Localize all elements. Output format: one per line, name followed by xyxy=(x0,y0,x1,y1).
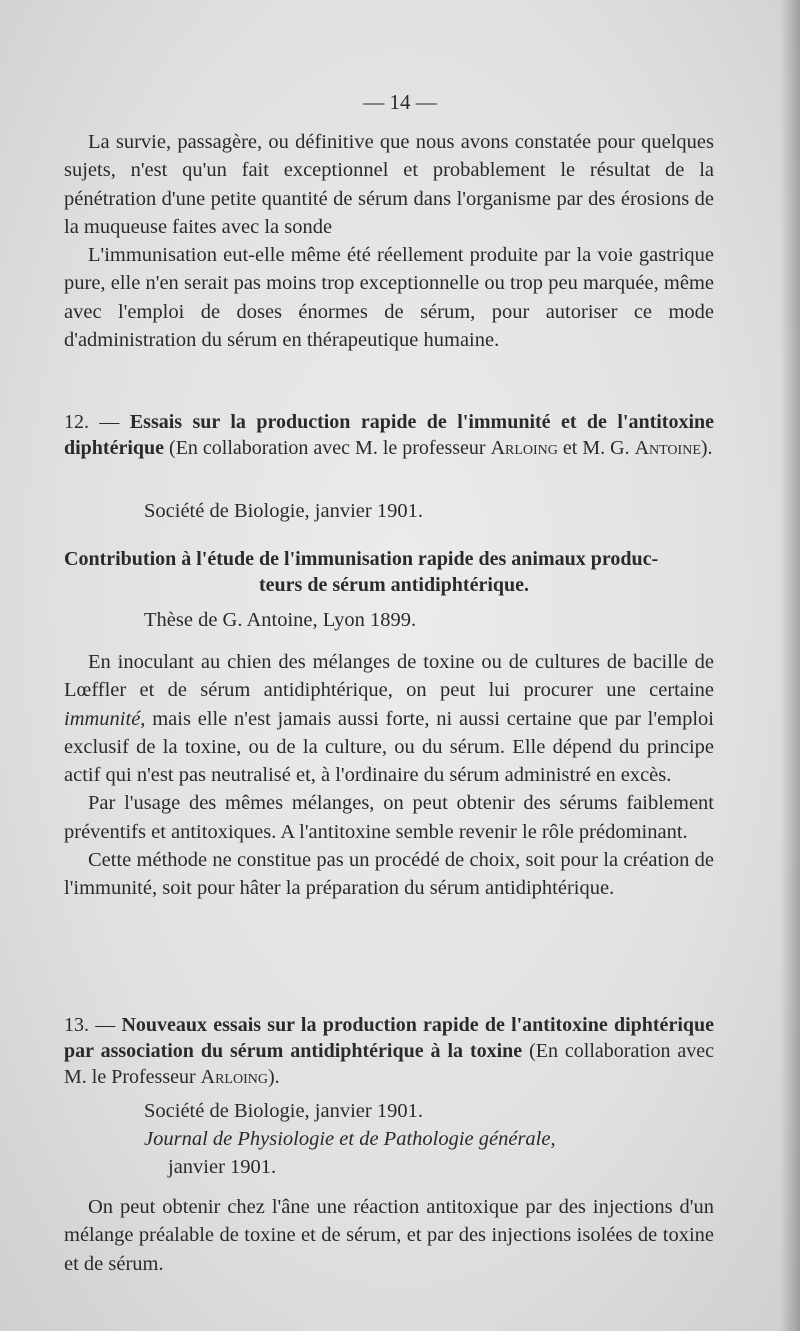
section-13-paragraph: On peut obtenir chez l'âne une réaction antitoxique par des injections d'un mélange préalable de toxine et de sérum, et par des injections isolées de toxine et de sérum. xyxy=(64,1196,714,1275)
section-12-collab-name-2: Antoine xyxy=(634,437,701,459)
section-12-collab-mid: et M. G. xyxy=(562,437,630,459)
contribution-heading xyxy=(64,546,724,598)
contribution-paragraph-1-start: En inoculant au chien des mélanges de toxine ou de cultures de bacille de Lœffler et de sérum antidiphtérique, on peut lui procurer une certaine xyxy=(64,651,714,702)
section-13-number: 13. — xyxy=(64,1014,116,1036)
contribution-paragraph-2: Par l'usage des mêmes mélanges, on peut obtenir des sérums faiblement préventifs et antitoxiques. A l'antitoxine semble revenir le rôle prédominant. xyxy=(64,792,714,843)
section-13-collab-name: Arloing xyxy=(200,1066,268,1088)
contribution-title-line-2: teurs de sérum antidiphtérique. xyxy=(259,574,529,596)
contribution-paragraph-1-italic: immunité, xyxy=(64,707,146,730)
section-12-title: Essais sur la production rapide de l'immunité et de l'antitoxine diphtérique xyxy=(64,411,715,459)
section-13-collab-suffix: ). xyxy=(267,1066,280,1088)
section-12-collab-name-1: Arloing xyxy=(490,437,558,459)
page-number: — 14 — xyxy=(363,90,437,114)
section-12-collab-suffix: ). xyxy=(700,437,713,459)
contribution-paragraph-1-end: mais elle n'est jamais aussi forte, ni aussi certaine que par l'emploi exclusif de la toxine, ou de la culture, ou du sérum. Elle dépend du principe actif qui n'est pas neutralisé et, à l'ordinaire du sérum administré en excès. xyxy=(64,707,715,787)
section-13-text xyxy=(64,1193,714,1278)
intro-paragraph-1: La survie, passagère, ou définitive que nous avons constatée pour quelques sujets, n'est qu'un fait exceptionnel et probablement le résultat de la pénétration d'une petite quantité de sérum dans l'organisme par des érosions de la muqueuse faites avec la sonde xyxy=(64,131,714,238)
section-13-reference-2-date: janvier 1901. xyxy=(168,1156,277,1178)
page-edge-shadow xyxy=(780,0,800,1331)
section-12-number: 12. — xyxy=(64,411,120,433)
section-12-heading xyxy=(64,409,714,461)
contribution-paragraph-3: Cette méthode ne constitue pas un procédé de choix, soit pour la création de l'immunité, soit pour hâter la préparation du sérum antidiphtérique. xyxy=(64,849,714,900)
intro-paragraph-2: L'immunisation eut-elle même été réellement produite par la voie gastrique pure, elle n'en serait pas moins trop exceptionnelle ou trop peu marquée, même avec l'emploi de doses énormes de sérum, pour autoriser ce mode d'administration du sérum en thérapeutique humaine. xyxy=(64,244,714,352)
section-13-heading xyxy=(64,1012,714,1090)
contribution-reference: Thèse de G. Antoine, Lyon 1899. xyxy=(144,609,417,631)
contribution-paragraph-1 xyxy=(64,648,714,789)
intro-text xyxy=(64,128,714,354)
contribution-title-line-1: Contribution à l'étude de l'immunisation rapide des animaux produc- xyxy=(64,548,659,570)
section-13-title: Nouveaux essais sur la production rapide de l'antitoxine diphtérique par association du sérum antidiphtérique à la toxine xyxy=(64,1014,714,1062)
section-13-reference-1: Société de Biologie, janvier 1901. xyxy=(144,1100,423,1122)
section-13-reference-2-journal: Journal de Physiologie et de Pathologie générale, xyxy=(144,1128,556,1150)
section-12-collab-prefix: (En collaboration avec M. le professeur xyxy=(169,437,486,459)
section-12-reference: Société de Biologie, janvier 1901. xyxy=(144,500,423,522)
section-13-collab-prefix: (En collaboration avec M. le Professeur xyxy=(64,1040,715,1088)
contribution-text xyxy=(64,648,714,903)
